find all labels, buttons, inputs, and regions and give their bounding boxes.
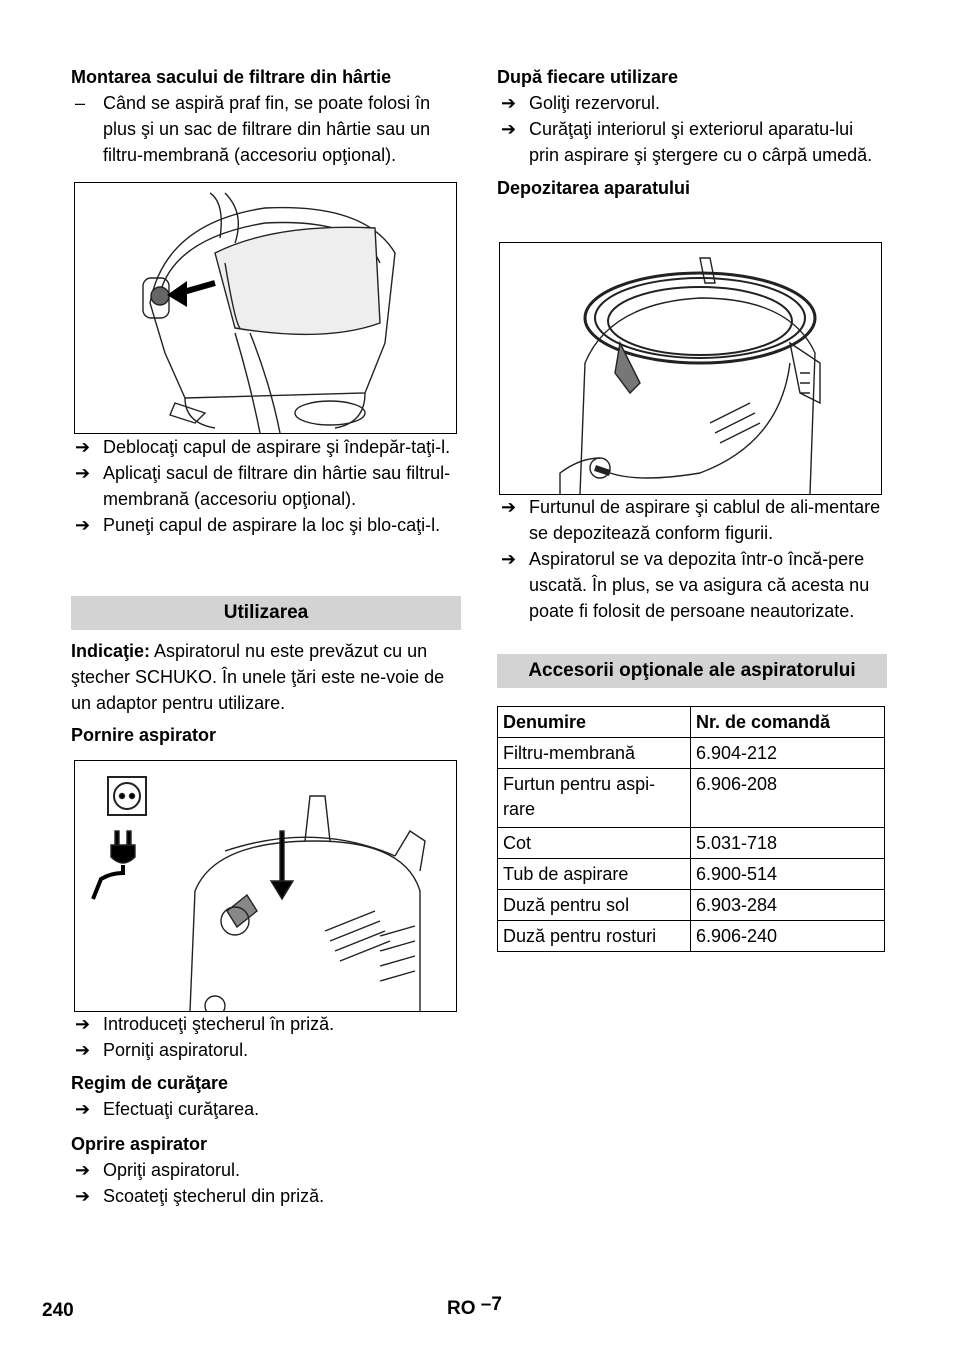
step-item (71, 1183, 461, 1209)
step-item (71, 512, 461, 538)
heading-cleaning: Regim de curăţare (71, 1073, 229, 1093)
table-header-row (498, 707, 885, 738)
step-item (71, 1096, 461, 1122)
footer-separator: – (480, 1294, 492, 1315)
step-text: Porniţi aspiratorul. (103, 1040, 249, 1060)
note-text: Aspiratorul nu este prevăzut cu un ştecher SCHUKO. În unele ţări este ne-voie de un adaptor pentru utilizare. (71, 641, 445, 713)
table-row (498, 738, 885, 769)
section-band-usage: Utilizarea (71, 596, 461, 630)
right-steps-storage (497, 494, 887, 624)
step-text: Introduceţi ştecherul în priză. (103, 1014, 335, 1034)
table-cell: Tub de aspirare (498, 859, 691, 890)
heading-stop: Oprire aspirator (71, 1134, 208, 1154)
step-item (71, 1011, 461, 1037)
step-item (497, 494, 887, 546)
step-text: Goliţi rezervorul. (529, 93, 661, 113)
figure-paper-bag (74, 182, 457, 434)
step-text: Curăţaţi interiorul şi exteriorul aparatu-lui prin aspirare şi ştergere cu o cârpă umedă. (529, 119, 873, 165)
step-text: Deblocaţi capul de aspirare şi îndepăr-taţi-l. (103, 437, 451, 457)
arrow-right-icon: ➔ (75, 1040, 91, 1060)
arrow-right-icon: ➔ (75, 1186, 91, 1206)
arrow-right-icon: ➔ (501, 497, 517, 517)
note-label: Indicaţie: (71, 641, 151, 661)
table-cell: 6.900-514 (691, 859, 885, 890)
arrow-right-icon: ➔ (75, 1099, 91, 1119)
table-cell: Duză pentru rosturi (498, 921, 691, 952)
step-item (497, 90, 887, 116)
table-cell: 5.031-718 (691, 828, 885, 859)
step-item (71, 434, 461, 460)
step-item (497, 116, 887, 168)
table-cell: Filtru-membrană (498, 738, 691, 769)
footer-lang: RO (447, 1298, 476, 1319)
table-header-cell: Nr. de comandă (691, 707, 885, 738)
table-row (498, 769, 885, 828)
arrow-right-icon: ➔ (75, 515, 91, 535)
right-column-top (497, 64, 887, 201)
arrow-right-icon: ➔ (75, 1160, 91, 1180)
table-cell: 6.904-212 (691, 738, 885, 769)
table-cell: 6.903-284 (691, 890, 885, 921)
table-header-cell: Denumire (498, 707, 691, 738)
left-usage-block (71, 638, 461, 748)
table-row (498, 828, 885, 859)
table-cell: 6.906-208 (691, 769, 885, 828)
arrow-right-icon: ➔ (501, 93, 517, 113)
note-paragraph (71, 638, 461, 716)
table-cell: Furtun pentru aspi-rare (498, 769, 691, 828)
section-band-accessories: Accesorii opţionale ale aspiratorului (497, 654, 887, 688)
heading-paper-bag: Montarea sacului de filtrare din hârtie (71, 67, 392, 87)
figure-storage (499, 242, 882, 495)
table-cell: Duză pentru sol (498, 890, 691, 921)
step-item (71, 1037, 461, 1063)
arrow-right-icon: ➔ (75, 437, 91, 457)
left-steps-2 (71, 1011, 461, 1209)
dash-item-text: Când se aspiră praf fin, se poate folosi în plus şi un sac de filtrare din hârtie sau un filtru-membrană (accesoriu opţional). (103, 93, 431, 165)
step-text: Aplicaţi sacul de filtrare din hârtie sau filtrul-membrană (accesoriu opţional). (103, 463, 451, 509)
arrow-right-icon: ➔ (501, 549, 517, 569)
footer-subpage: 7 (491, 1294, 502, 1315)
table-row (498, 921, 885, 952)
accessories-table (497, 706, 885, 952)
step-text: Furtunul de aspirare şi cablul de ali-mentare se depozitează conform figurii. (529, 497, 881, 543)
step-item (71, 460, 461, 512)
heading-storage: Depozitarea aparatului (497, 178, 691, 198)
arrow-right-icon: ➔ (75, 1014, 91, 1034)
page-number: 240 (42, 1300, 74, 1321)
step-item (497, 546, 887, 624)
step-item (71, 1157, 461, 1183)
step-text: Aspiratorul se va depozita într-o încă-pere uscată. În plus, se va asigura că acesta nu poate fi folosit de persoane neautorizate. (529, 549, 870, 621)
table-cell: 6.906-240 (691, 921, 885, 952)
table-cell: Cot (498, 828, 691, 859)
dash-item (71, 90, 461, 168)
dash-marker: – (75, 93, 86, 113)
step-text: Opriţi aspiratorul. (103, 1160, 241, 1180)
left-steps-1 (71, 434, 461, 538)
arrow-right-icon: ➔ (501, 119, 517, 139)
step-text: Scoateţi ştecherul din priză. (103, 1186, 325, 1206)
step-text: Efectuaţi curăţarea. (103, 1099, 260, 1119)
table-row (498, 859, 885, 890)
step-text: Puneţi capul de aspirare la loc şi blo-caţi-l. (103, 515, 441, 535)
arrow-right-icon: ➔ (75, 463, 91, 483)
figure-start-vacuum (74, 760, 457, 1012)
heading-start: Pornire aspirator (71, 725, 217, 745)
heading-after-use: După fiecare utilizare (497, 67, 679, 87)
accessories-table-wrap (497, 706, 885, 952)
footer-section-label (447, 1294, 502, 1320)
table-row (498, 890, 885, 921)
left-column (71, 64, 461, 168)
